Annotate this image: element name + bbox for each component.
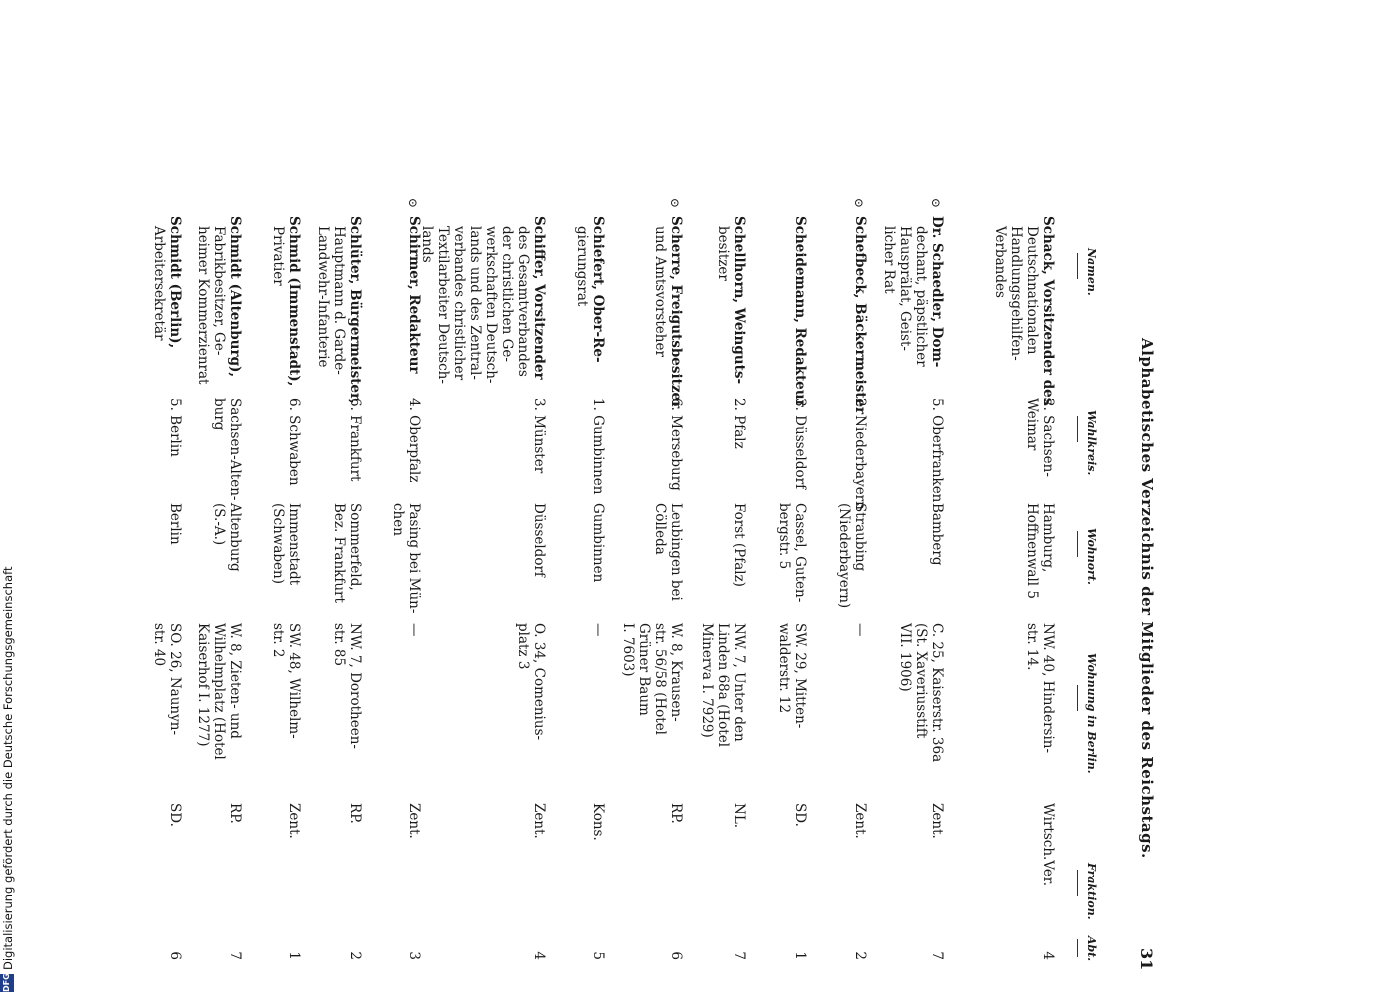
wahlkreis-cell-line: burg <box>211 398 227 431</box>
wohnort-cell-line: bergstr. 5 <box>776 503 792 570</box>
member-name-line: Schefbeck, Bäckermeister <box>852 216 868 415</box>
wohnung-cell <box>590 623 606 781</box>
wahlkreis-cell-line: 2. Sachsen- <box>1040 398 1056 477</box>
page-header <box>1130 198 1160 978</box>
wahlkreis-cell <box>211 398 243 501</box>
fraktion-cell <box>590 803 606 883</box>
reelected-marker-icon: ⊙ <box>406 198 420 209</box>
member-name-line: und Amtsvorsteher <box>652 226 668 357</box>
wohnort-cell-line: Bamberg <box>929 503 945 566</box>
reelected-marker-icon: ⊙ <box>929 198 943 209</box>
abteilung-cell-line: 1 <box>286 951 302 960</box>
wohnung-cell-line: C. 25, Kaiserstr. 36a <box>929 623 945 763</box>
wohnung-cell-line: I. 7603) <box>620 623 636 677</box>
member-name <box>195 216 243 396</box>
wohnort-cell <box>167 503 183 611</box>
wohnung-cell-line: W. 8, Zieten- und <box>227 623 243 739</box>
wohnung-cell-line: SW. 29, Mitten- <box>792 623 808 729</box>
wohnort-cell <box>331 503 363 611</box>
wahlkreis-cell-line: 5. Oberfranken <box>929 398 945 503</box>
wohnung-cell-line: walderstr. 12 <box>776 623 792 714</box>
fraktion-cell <box>406 803 422 883</box>
fraktion-cell-line: RP. <box>347 803 363 824</box>
fraktion-cell <box>929 803 945 883</box>
abteilung-cell-line: 2 <box>347 951 363 960</box>
wohnung-cell <box>852 623 868 781</box>
wahlkreis-cell-line: Sachsen-Alten- <box>227 398 243 501</box>
wohnung-cell-line: Minerva I. 7929) <box>699 623 715 738</box>
wahlkreis-cell-line: 6. Merseburg <box>668 398 684 491</box>
member-name-line: dechant, päpstlicher <box>913 226 929 367</box>
wohnort-cell-line: Düsseldorf <box>531 503 547 577</box>
wahlkreis-cell <box>852 398 868 510</box>
wohnort-cell <box>531 503 547 611</box>
member-name-line: der christlichen Ge- <box>499 226 515 362</box>
fraktion-cell-line: RP. <box>668 803 684 824</box>
wohnort-cell <box>270 503 302 611</box>
member-name-line: Schack, Vorsitzender des <box>1040 216 1056 406</box>
reelected-marker-icon: ⊙ <box>668 198 682 209</box>
column-header-fraktion: Fraktion. <box>1085 863 1098 920</box>
reelected-marker-icon: ⊙ <box>852 198 866 209</box>
wohnort-cell-line: Leubingen bei <box>668 503 684 601</box>
wohnort-cell-line: Hamburg, <box>1040 503 1056 573</box>
fraktion-cell <box>227 803 243 883</box>
wahlkreis-cell <box>590 398 606 495</box>
member-name <box>315 216 363 404</box>
header-rule <box>1077 939 1078 957</box>
wohnort-cell-line: Straubing <box>852 503 868 572</box>
wohnung-cell-line: Wilhelmplatz (Hotel <box>211 623 227 760</box>
fraktion-cell-line: Kons. <box>590 803 606 841</box>
wohnung-cell-line: VII. 1906) <box>897 623 913 692</box>
member-name-line: Hausprälat, Geist- <box>897 226 913 351</box>
abteilung-cell <box>590 930 606 960</box>
member-name-line: Privatier <box>270 226 286 286</box>
abteilung-cell <box>792 930 808 960</box>
wahlkreis-cell-line: 5. Berlin <box>167 398 183 457</box>
member-name-line: Schmidt (Berlin), <box>167 216 183 349</box>
wohnort-cell <box>590 503 606 611</box>
header-rule <box>1077 253 1078 279</box>
column-header-namen: Namen. <box>1085 248 1098 296</box>
member-name-line: Hauptmann d. Garde- <box>331 226 347 375</box>
member-name <box>652 216 684 409</box>
member-name-line: Textilarbeiter Deutsch- <box>435 226 451 384</box>
member-name <box>852 216 868 415</box>
abteilung-cell <box>668 930 684 960</box>
abteilung-cell-line: 7 <box>227 951 243 960</box>
abteilung-cell <box>1040 930 1056 960</box>
abteilung-cell-line: 1 <box>792 951 808 960</box>
member-name <box>406 216 422 396</box>
wohnort-cell <box>1024 503 1056 611</box>
wohnung-cell-line: — <box>852 623 868 637</box>
wohnort-cell-line: Hoffnenwall 5 <box>1024 503 1040 599</box>
wahlkreis-cell <box>406 398 422 490</box>
wahlkreis-cell-line: 3. Düsseldorf <box>792 398 808 490</box>
wahlkreis-cell-line: 6. Frankfurt <box>347 398 363 482</box>
wohnort-cell-line: Gumbinnen <box>590 503 606 583</box>
abteilung-cell-line: 7 <box>929 951 945 960</box>
header-rule <box>1077 416 1078 442</box>
member-name <box>419 216 547 396</box>
wohnung-cell <box>331 623 363 781</box>
wohnung-cell <box>699 623 747 781</box>
credit-text: Digitalisierung gefördert durch die Deutsche Forschungsgemeinschaft <box>1 566 15 970</box>
member-name-line: Schellhorn, Weinguts- <box>731 216 747 385</box>
wahlkreis-cell <box>286 398 302 490</box>
member-name-line: licher Rat <box>881 226 897 294</box>
member-name-line: Dr. Schaedler, Dom- <box>929 216 945 368</box>
wohnung-cell-line: SO. 26, Naunyn- <box>167 623 183 736</box>
member-name <box>792 216 808 407</box>
member-name <box>151 216 183 396</box>
abteilung-cell <box>852 930 868 960</box>
fraktion-cell-line: Zent. <box>286 803 302 839</box>
wohnort-cell-line: Cassel, Guten- <box>792 503 808 603</box>
fraktion-cell <box>792 803 808 883</box>
member-name-line: Deutschnationalen <box>1024 226 1040 355</box>
column-header-wahlkreis: Wahlkreis. <box>1085 410 1098 476</box>
wahlkreis-cell-line: 6. Schwaben <box>286 398 302 486</box>
header-rule <box>1077 685 1078 711</box>
member-name-line: Arbeitersekretär <box>151 226 167 341</box>
wohnort-cell-line: chen <box>390 503 406 536</box>
wohnung-cell <box>151 623 183 781</box>
member-name-line: lands <box>419 226 435 263</box>
wohnung-cell-line: SW. 48, Wilhelm- <box>286 623 302 739</box>
member-name <box>270 216 302 396</box>
wohnung-cell <box>195 623 243 781</box>
wohnung-cell-line: — <box>406 623 422 637</box>
abteilung-cell-line: 6 <box>167 951 183 960</box>
wohnort-cell <box>776 503 808 611</box>
wohnung-cell-line: NW. 40, Hindersin- <box>1040 623 1056 754</box>
abteilung-cell <box>531 930 547 960</box>
wohnort-cell <box>211 503 243 611</box>
fraktion-cell <box>731 803 747 883</box>
wahlkreis-cell <box>929 398 945 503</box>
wohnort-cell-line: Bez. Frankfurt <box>331 503 347 603</box>
abteilung-cell-line: 2 <box>852 951 868 960</box>
wahlkreis-cell <box>668 398 684 490</box>
wohnung-cell <box>515 623 547 781</box>
member-name-line: Schlüter, Bürgermeister, <box>347 216 363 404</box>
wohnung-cell <box>620 623 684 781</box>
wahlkreis-cell <box>167 398 183 490</box>
wohnung-cell-line: str. 2 <box>270 623 286 658</box>
abteilung-cell-line: 7 <box>731 951 747 960</box>
wohnort-cell <box>836 503 868 611</box>
member-name-line: besitzer <box>715 226 731 281</box>
member-name-line: verbandes christlicher <box>451 226 467 381</box>
wohnung-cell-line: Linden 68a (Hotel <box>715 623 731 748</box>
fraktion-cell-line: Zent. <box>852 803 868 839</box>
wohnort-cell-line: Forst (Pfalz) <box>731 503 747 587</box>
header-rule <box>1077 531 1078 557</box>
wohnort-cell <box>390 503 422 614</box>
wohnort-cell-line: Immenstadt <box>286 503 302 586</box>
wohnung-cell <box>406 623 422 781</box>
member-name-line: gierungsrat <box>574 226 590 307</box>
fraktion-cell <box>668 803 684 883</box>
wohnort-cell-line: Sommerfeld, <box>347 503 363 591</box>
wohnung-cell-line: O. 34, Comenius- <box>531 623 547 741</box>
dfg-credit <box>0 566 16 992</box>
fraktion-cell-line: SD. <box>792 803 808 827</box>
wohnung-cell <box>776 623 808 781</box>
fraktion-cell-line: Zent. <box>929 803 945 839</box>
wohnort-cell-line: (Schwaben) <box>270 503 286 584</box>
dfg-logo-icon: DFG <box>0 974 14 992</box>
member-name-line: Schirmer, Redakteur <box>406 216 422 374</box>
abteilung-cell <box>731 930 747 960</box>
wohnort-cell-line: Cölleda <box>652 503 668 555</box>
wohnort-cell-line: Pasing bei Mün- <box>406 503 422 614</box>
abteilung-cell-line: 4 <box>1040 951 1056 960</box>
wahlkreis-cell-line: 2. Niederbayern <box>852 398 868 510</box>
member-name-line: Schiffer, Vorsitzender <box>531 216 547 380</box>
wohnung-cell-line: Grüner Baum <box>636 623 652 716</box>
wohnung-cell-line: str. 40 <box>151 623 167 667</box>
wohnort-cell <box>929 503 945 611</box>
wahlkreis-cell <box>1024 398 1056 490</box>
wohnung-cell-line: str. 14. <box>1024 623 1040 671</box>
member-name <box>881 216 945 396</box>
wohnort-cell-line: (Niederbayern) <box>836 503 852 609</box>
fraktion-cell <box>167 803 183 883</box>
member-name-line: Handlungsgehilfen- <box>1008 226 1024 361</box>
member-name-line: Scherre, Freigutsbesitzer <box>668 216 684 409</box>
member-name-line: lands und des Zentral- <box>467 226 483 380</box>
header-rule <box>1077 870 1078 896</box>
wahlkreis-cell-line: Weimar <box>1024 398 1040 451</box>
fraktion-cell <box>852 803 868 883</box>
member-name-line: Schiefert, Ober-Re- <box>590 216 606 363</box>
wohnung-cell-line: NW. 7, Unter den <box>731 623 747 742</box>
member-name-line: Fabrikbesitzer, Ge- <box>211 226 227 356</box>
fraktion-cell <box>531 803 547 883</box>
wohnung-cell <box>897 623 945 781</box>
fraktion-cell <box>1040 803 1056 887</box>
abteilung-cell <box>167 930 183 960</box>
fraktion-cell-line: Zent. <box>406 803 422 839</box>
fraktion-cell <box>347 803 363 883</box>
fraktion-cell-line: SD. <box>167 803 183 827</box>
member-name <box>992 216 1056 406</box>
member-name-line: heimer Kommerzienrat <box>195 226 211 385</box>
wohnort-cell <box>731 503 747 611</box>
wahlkreis-cell-line: 2. Pfalz <box>731 398 747 449</box>
wohnung-cell-line: str. 85 <box>331 623 347 667</box>
fraktion-cell-line: Wirtsch.Ver. <box>1040 803 1056 887</box>
wohnung-cell-line: NW. 7, Dorotheen- <box>347 623 363 749</box>
fraktion-cell-line: Zent. <box>531 803 547 839</box>
page-title: Alphabetisches Verzeichnis der Mitglieder des Reichstags. <box>1138 338 1156 859</box>
fraktion-cell <box>286 803 302 883</box>
abteilung-cell-line: 3 <box>406 951 422 960</box>
abteilung-cell-line: 4 <box>531 951 547 960</box>
wohnung-cell-line: Kaiserhof I. 1277) <box>195 623 211 747</box>
wohnung-cell-line: W. 8, Krausen- <box>668 623 684 722</box>
wohnort-cell-line: Altenburg <box>227 503 243 572</box>
wahlkreis-cell <box>531 398 547 490</box>
abteilung-cell <box>227 930 243 960</box>
wohnort-cell-line: (S.-A.) <box>211 503 227 546</box>
wohnung-cell-line: (St. Xaveriusstift <box>913 623 929 739</box>
abteilung-cell <box>286 930 302 960</box>
wahlkreis-cell <box>731 398 747 490</box>
wahlkreis-cell <box>347 398 363 490</box>
wohnung-cell <box>270 623 302 781</box>
abteilung-cell <box>929 930 945 960</box>
member-name <box>574 216 606 396</box>
fraktion-cell-line: NL. <box>731 803 747 829</box>
wahlkreis-cell <box>792 398 808 490</box>
page-number: 31 <box>1137 948 1156 971</box>
member-name <box>715 216 747 396</box>
column-header-abt: Abt. <box>1085 936 1098 962</box>
member-name-line: Landwehr-Infanterie <box>315 226 331 368</box>
rotated-page <box>151 198 1160 978</box>
member-name-line: Schmid (Immenstadt), <box>286 216 302 387</box>
wohnung-cell <box>1024 623 1056 781</box>
member-name-line: des Gesamtverbandes <box>515 226 531 377</box>
member-name-line: Schmidt (Altenburg), <box>227 216 243 378</box>
wahlkreis-cell-line: 3. Münster <box>531 398 547 474</box>
member-name-line: Scheidemann, Redakteur <box>792 216 808 407</box>
wohnort-cell <box>652 503 684 611</box>
abteilung-cell <box>347 930 363 960</box>
column-header-wohnung: Wohnung in Berlin. <box>1085 653 1098 774</box>
column-header-wohnort: Wohnort. <box>1085 528 1098 585</box>
wahlkreis-cell-line: 1. Gumbinnen <box>590 398 606 495</box>
fraktion-cell-line: RP. <box>227 803 243 824</box>
member-name-line: werkschaften Deutsch- <box>483 226 499 384</box>
wohnung-cell-line: str. 56/58 (Hotel <box>652 623 668 736</box>
wahlkreis-cell-line: 4. Oberpfalz <box>406 398 422 483</box>
wohnort-cell-line: Berlin <box>167 503 183 545</box>
abteilung-cell-line: 5 <box>590 951 606 960</box>
wohnung-cell-line: platz 3 <box>515 623 531 670</box>
abteilung-cell-line: 6 <box>668 951 684 960</box>
abteilung-cell <box>406 930 422 960</box>
member-name-line: Verbandes <box>992 226 1008 298</box>
wohnung-cell-line: — <box>590 623 606 637</box>
